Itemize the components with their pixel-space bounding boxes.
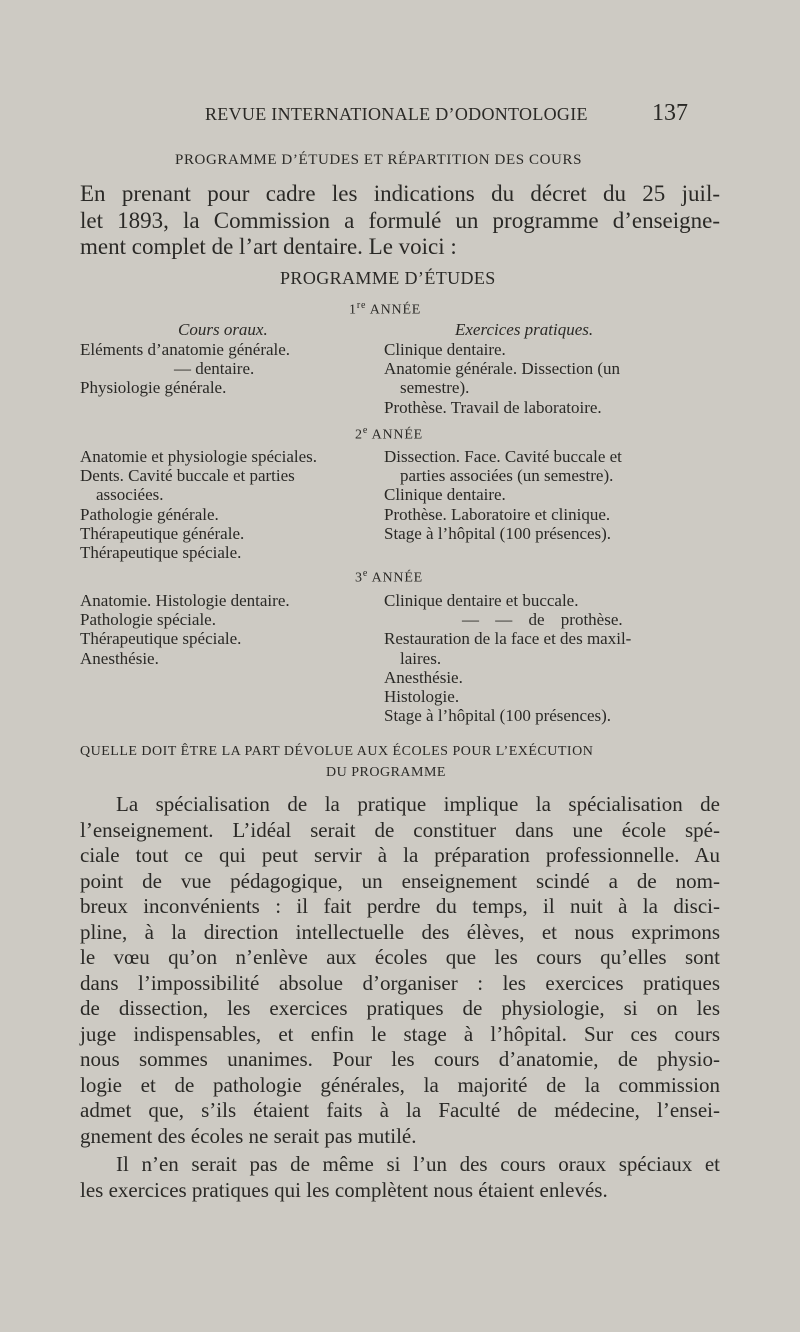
body-paragraph-2 [80,1152,720,1203]
body-line: logie et de pathologie générales, la majorité de la commission [80,1072,720,1097]
body-line: point de vue pédagogique, un enseignement scindé a de nom- [80,868,720,893]
course-item: Thérapeutique générale. [80,523,245,543]
course-item: Thérapeutique spéciale. [80,543,242,563]
exercise-item: Histologie. [384,687,460,707]
body-line: juge indispensables, et enfin le stage à l’hôpital. Sur ces cours [80,1021,720,1046]
exercise-item: Restauration de la face et des maxil- [384,629,632,649]
year-1-num: 1 [349,302,357,318]
body-line: Il n’en serait pas de même si l’un des cours oraux spéciaux et [116,1152,720,1176]
question-heading-line-1: QUELLE DOIT ÊTRE LA PART DÉVOLUE AUX ÉCOLES POUR L’EXÉCUTION [80,744,594,759]
year-2-num: 2 [355,427,363,443]
course-item: Anesthésie. [80,648,159,668]
intro-line: En prenant pour cadre les indications du décret du 25 juil- [80,181,720,206]
course-item: Pathologie générale. [80,504,219,524]
body-line: pline, à la direction intellectuelle des élèves, et nous exprimons [80,919,720,944]
course-item: Pathologie spéciale. [80,610,216,630]
body-paragraph-1 [80,792,720,1149]
exercise-item: Clinique dentaire. [384,340,506,359]
body-line: les exercices pratiques qui les complètent nous étaient enlevés. [80,1177,608,1202]
exercise-item: laires. [400,648,442,668]
year-3-practical-list [384,591,631,725]
page-number: 137 [652,100,688,126]
body-line: le vœu qu’on n’enlève aux écoles que les cours qu’elles sont [80,945,720,969]
exercise-item: Stage à l’hôpital (100 présences). [384,523,612,543]
intro-paragraph [80,181,720,261]
section-title: PROGRAMME D’ÉTUDES ET RÉPARTITION DES COURS [175,152,583,168]
column-heading-practical: Exercices pratiques. [455,320,594,339]
body-line: gnement des écoles ne serait pas mutilé. [80,1123,417,1148]
year-2-practical-list [384,447,622,543]
exercise-item: Dissection. Face. Cavité buccale et [384,447,622,466]
running-title: REVUE INTERNATIONALE D’ODONTOLOGIE [205,104,588,124]
year-2-word: ANNÉE [371,427,424,443]
body-line: ciale tout ce qui peut servir à la préparation professionnelle. Au [80,843,720,867]
exercise-item: Anesthésie. [384,667,463,687]
body-line: l’enseignement. L’idéal serait de constituer dans une école spé- [80,817,720,842]
exercise-item: Prothèse. Laboratoire et clinique. [384,504,611,524]
course-item: Physiologie générale. [80,378,227,398]
exercise-item: Stage à l’hôpital (100 présences). [384,706,612,726]
body-line: breux inconvénients : il fait perdre du temps, il nuit à la disci- [80,894,720,918]
body-line: dans l’impossibilité absolue d’organiser : les exercices pratiques [80,970,720,995]
column-heading-oral: Cours oraux. [178,320,268,339]
course-item: Anatomie. Histologie dentaire. [80,591,290,610]
exercise-item: Prothèse. Travail de laboratoire. [384,397,602,417]
intro-line: ment complet de l’art dentaire. Le voici : [80,234,457,259]
intro-line: let 1893, la Commission a formulé un programme d’enseigne- [80,207,720,233]
exercise-item: Anatomie générale. Dissection (un [384,359,621,379]
year-2-heading [355,425,423,444]
year-3-sup: e [362,568,369,579]
year-3-word: ANNÉE [371,570,424,586]
year-3-oral-list [80,591,290,668]
year-1-heading [349,300,421,319]
exercise-item: — — de prothèse. [462,610,623,630]
course-item: Dents. Cavité buccale et parties [80,466,295,486]
exercise-item: Clinique dentaire et buccale. [384,591,579,610]
course-item: associées. [96,485,164,505]
course-item: Anatomie et physiologie spéciales. [80,447,317,466]
exercise-item: parties associées (un semestre). [400,466,614,486]
year-3-num: 3 [355,570,363,586]
year-2-sup: e [362,425,369,436]
exercise-item: semestre). [400,378,470,398]
year-1-practical-list [384,340,620,417]
year-1-sup: re [356,300,367,311]
course-item: — dentaire. [174,359,255,379]
body-line: admet que, s’ils étaient faits à la Faculté de médecine, l’ensei- [80,1098,720,1122]
year-1-oral-list [80,340,290,398]
programme-title: PROGRAMME D’ÉTUDES [280,268,496,288]
body-line: nous sommes unanimes. Pour les cours d’anatomie, de physio- [80,1047,720,1071]
course-item: Eléments d’anatomie générale. [80,340,291,359]
year-1-word: ANNÉE [369,302,422,318]
question-heading-line-2: DU PROGRAMME [326,765,446,780]
body-line: de dissection, les exercices pratiques de physiologie, si on les [80,996,720,1020]
body-line: La spécialisation de la pratique implique la spécialisation de [116,792,720,816]
course-item: Thérapeutique spéciale. [80,629,242,649]
year-2-oral-list [80,447,317,562]
exercise-item: Clinique dentaire. [384,485,506,505]
year-3-heading [355,568,423,587]
